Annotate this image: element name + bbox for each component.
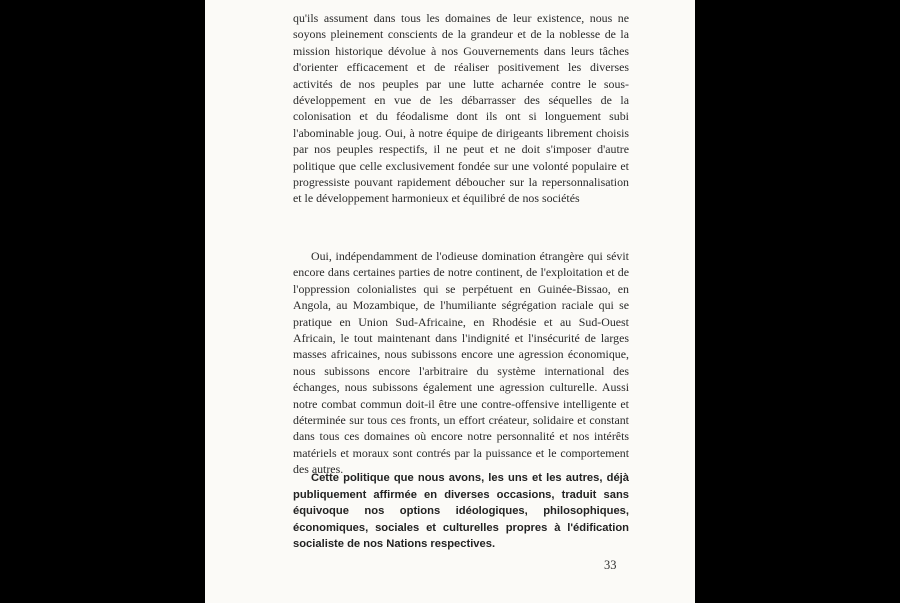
page-number: 33 [604, 558, 617, 572]
document-page [205, 0, 695, 603]
paragraph-politique-bold: Cette politique que nous avons, les uns et les autres, déjà publiquement affirmée en diverses occasions, traduit sans équivoque nos options idéologiques, philosophiques, économiques, sociales et culturelles propres à l'édification socialiste de nos Nations respectives. [293, 472, 629, 551]
paragraph-domination: Oui, indépendamment de l'odieuse domination étrangère qui sévit encore dans certaines parties de notre continent, de l'exploitation et de l'oppression colonialistes qui se perpétuent en Guinée-Bissao, en Angola, au Mozambique, de l'humiliante ségrégation raciale qui se pratique en Union Sud-Africaine, en Rhodésie et au Sud-Ouest Africain, le tout maintenant dans l'indignité et l'insécurité de larges masses africaines, nous subissons encore une agression économique, nous subissons encore l'arbitraire du système international des échanges, nous subissons également une agression culturelle. Aussi notre combat commun doit-il être une contre-offensive intelligente et déterminée sur tous ces fronts, un effort créateur, solidaire et constant dans tous ces domaines où encore notre personnalité et nos intérêts matériels et moraux sont contrés par la puissance et le comportement des autres. [293, 249, 629, 477]
paragraph-continuation: qu'ils assument dans tous les domaines de leur existence, nous ne soyons pleinement conscients de la grandeur et de la noblesse de la mission historique dévolue à nos Gouvernements dans leurs tâches d'orienter efficacement et de réaliser positivement les diverses activités de nos peuples par une lutte acharnée contre le sous-développement en vue de les débarrasser des séquelles de la colonisation et du féodalisme dont ils ont si longuement subi l'abominable joug. Oui, à notre équipe de dirigeants librement choisis par nos peuples respectifs, il ne peut et ne doit s'imposer d'autre politique que celle exclusivement fondée sur une volonté populaire et progressiste pouvant rapidement déboucher sur la repersonnalisation et le développement harmonieux et équilibré de nos sociétés [293, 11, 629, 206]
